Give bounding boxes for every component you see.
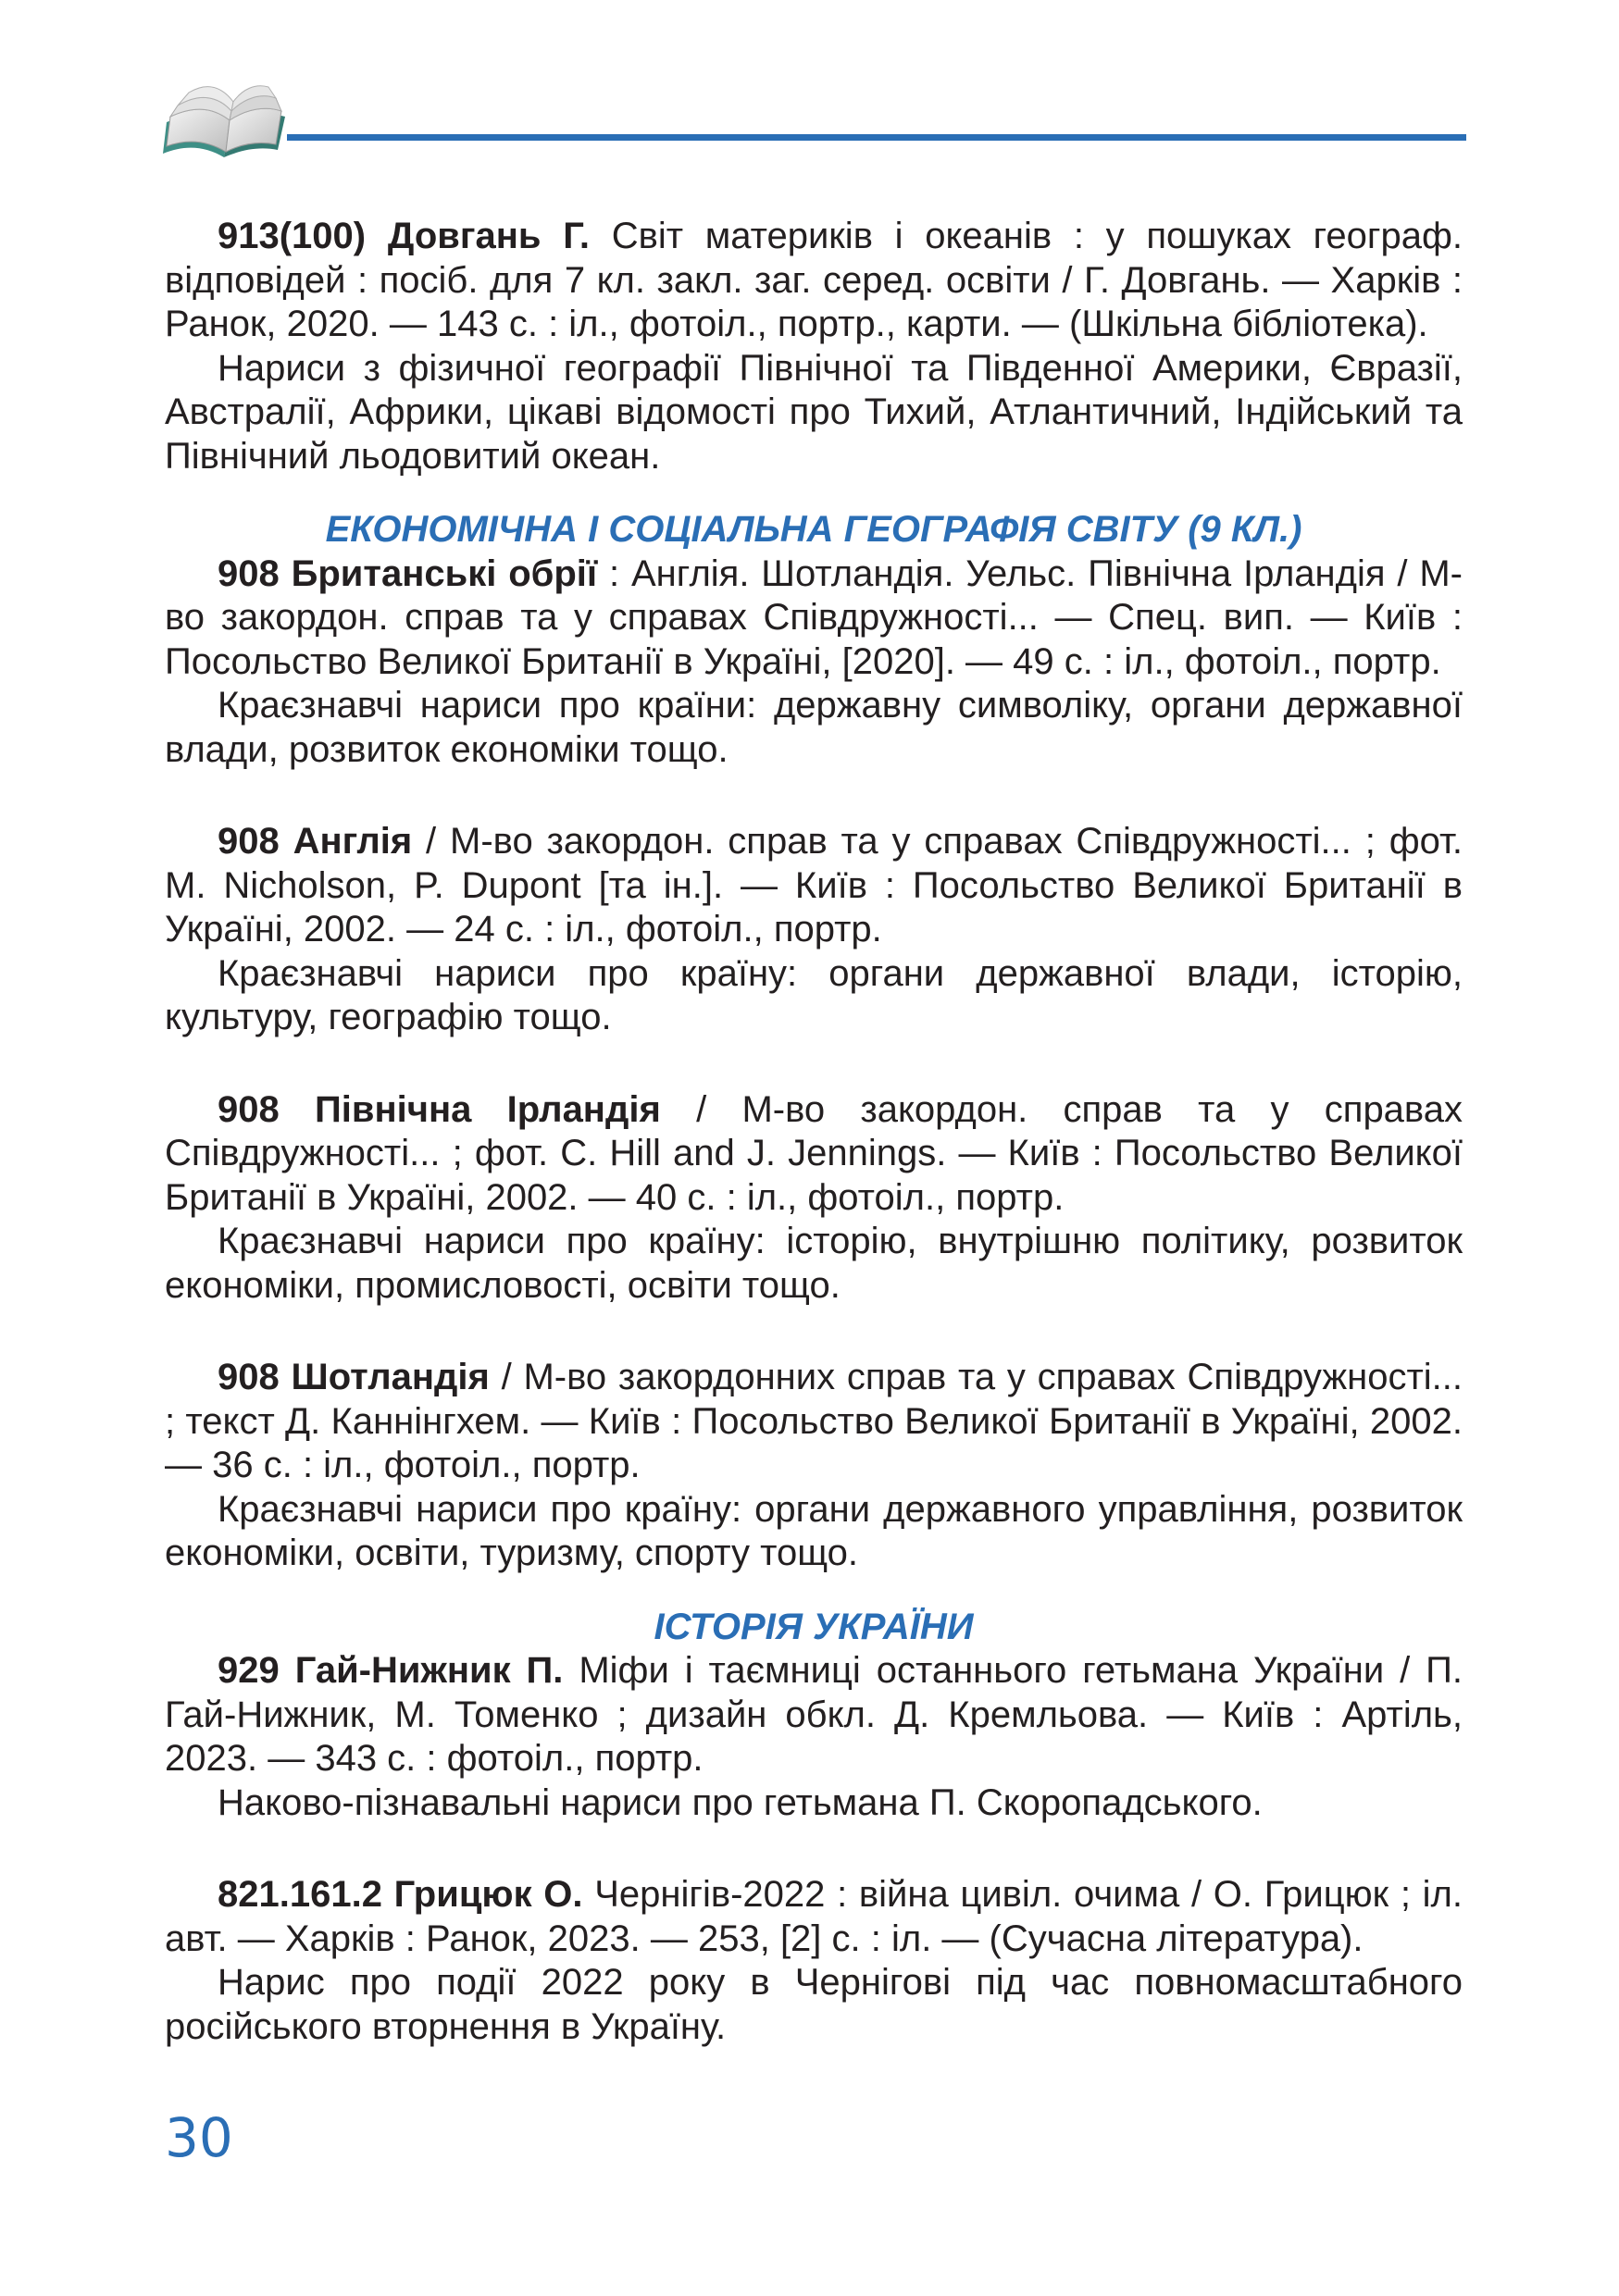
entry-citation [165,215,1463,347]
entry-citation [165,1873,1463,1961]
entry-code: 908 [218,1357,280,1397]
entry-bib: Світ материків і океанів : у пошуках географ. відповідей : посіб. для 7 кл. закл. заг. серед. освіти / Г. Довгань. — Харків : Ранок, 2020. — 143 с. : іл., фотоіл., портр., карти. — (Шкільна бібліотека). [165,216,1463,344]
entry-code: 929 [218,1650,280,1691]
page-header [157,65,1472,176]
entry-code: 821.161.2 [218,1874,382,1915]
entry-author: Грицюк О. [393,1874,583,1915]
bibliographic-entry [165,1088,1463,1309]
bibliographic-entry [165,1649,1463,1825]
entry-citation [165,1649,1463,1781]
entry-annotation: Краєзнавчі нариси про країни: державну символіку, органи державної влади, розвиток економіки тощо. [165,685,1463,770]
entry-citation [165,552,1463,685]
entry-bib: / М-во закордон. справ та у справах Співдружності... ; фот. M. Nicholson, P. Dupont [та ін.]. — Київ : Посольство Великої Британії в Україні, 2002. — 24 с. : іл., фотоіл., портр. [165,821,1463,949]
entry-annotation: Нарис про події 2022 року в Чернігові під час повномасштабного російського вторнення в Україну. [165,1962,1463,2047]
entry-author: Шотландія [291,1357,490,1397]
entry-bib: Чернігів-2022 : війна цивіл. очима / О. Грицюк ; іл. авт. — Харків : Ранок, 2023. — 253, [2] с. : іл. — (Сучасна література). [165,1874,1463,1959]
entry-code: 908 [218,1088,280,1130]
page-number: 30 [165,2106,233,2169]
entry-author: Північна Ірландія [315,1088,661,1130]
section-heading: ІСТОРІЯ УКРАЇНИ [654,1606,974,1647]
entry-author: Британські обрії [291,552,598,594]
entry-author: Англія [293,821,413,862]
entry-citation [165,820,1463,952]
entry-annotation: Краєзнавчі нариси про країну: історію, внутрішню політику, розвиток економіки, промисловості, освіти тощо. [165,1221,1463,1306]
entry-bib: / М-во закордон. справ та у справах Співдружності... ; фот. C. Hill and J. Jennings. — Київ : Посольство Великої Британії в Україні, 2002. — 40 с. : іл., фотоіл., портр. [165,1088,1463,1218]
entry-code: 908 [218,552,280,594]
entry-annotation: Краєзнавчі нариси про країну: органи державного управління, розвиток економіки, освіти, туризму, спорту тощо. [165,1488,1463,1573]
bibliographic-entry [165,1873,1463,2049]
entry-code: 913(100) [218,216,367,256]
entry-author: Довгань Г. [387,216,590,256]
entry-citation [165,1356,1463,1488]
bibliographic-entry [165,552,1463,773]
bibliographic-entry [165,1356,1463,1576]
page-content [165,215,1463,2049]
section-heading: ЕКОНОМІЧНА І СОЦІАЛЬНА ГЕОГРАФІЯ СВІТУ (9 КЛ.) [325,509,1302,550]
entry-bib: : Англія. Шотландія. Уельс. Північна Ірландія / М-во закордон. справ та у справах Співдружності... — Спец. вип. — Київ : Посольство Великої Британії в Україні, [2020]. — 49 с. : іл., фотоіл., портр. [165,552,1463,682]
entry-annotation: Нариси з фізичної географії Північної та Південної Америки, Євразії, Австралії, Африки, цікаві відомості про Тихий, Атлантичний, Індійський та Північний льодовитий океан. [165,347,1463,477]
header-rule [287,134,1466,141]
entry-code: 908 [218,821,280,862]
entry-annotation: Краєзнавчі нариси про країну: органи державної влади, історію, культуру, географію тощо. [165,952,1463,1037]
entry-annotation: Наково-пізнавальні нариси про гетьмана П. Скоропадського. [218,1781,1263,1823]
open-book-icon [157,65,287,167]
entry-author: Гай-Нижник П. [294,1650,564,1691]
bibliographic-entry [165,820,1463,1040]
entry-bib: / М-во закордонних справ та у справах Співдружності... ; текст Д. Каннінгхем. — Київ : Посольство Великої Британії в Україні, 2002. — 36 с. : іл., фотоіл., портр. [165,1357,1463,1485]
entry-bib: Міфи і таємниці останнього гетьмана України / П. Гай-Нижник, М. Томенко ; дизайн обкл. Д. Кремльова. — Київ : Артіль, 2023. — 343 с. : фотоіл., портр. [165,1650,1463,1779]
bibliographic-entry [165,215,1463,478]
entry-citation [165,1088,1463,1221]
